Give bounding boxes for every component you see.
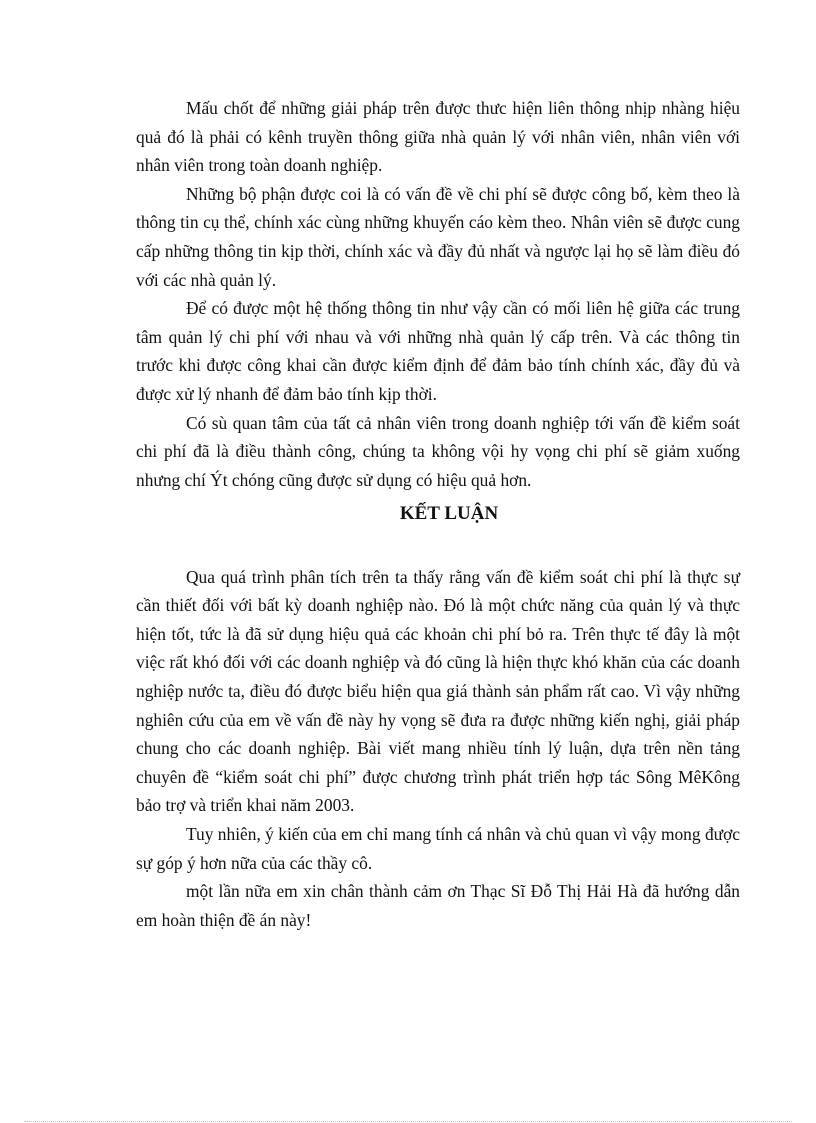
paragraph-employee-attention: Có sù quan tâm của tất cả nhân viên trong doanh nghiệp tới vấn đề kiểm soát chi phí đã là điều thành công, chúng ta không vội hy vọng chi phí sẽ giảm xuống nhưng chí Ýt chóng cũng được sử dụng có hiệu quả hơn. <box>136 412 740 490</box>
conclusion-section <box>136 563 740 935</box>
body-section <box>136 94 740 500</box>
paragraph-cost-disclosure: Những bộ phận được coi là có vấn đề về chi phí sẽ được công bố, kèm theo là thông tin cụ thể, chính xác cùng những khuyến cáo kèm theo. Nhân viên sẽ được cung cấp những thông tin kịp thời, chính xác và đầy đủ nhất và ngược lại họ sẽ làm điều đó với các nhà quản lý. <box>136 183 740 290</box>
paragraph-information-system: Để có được một hệ thống thông tin như vậy cần có mối liên hệ giữa các trung tâm quản lý chi phí với nhau và với những nhà quản lý cấp trên. Và các thông tin trước khi được công khai cần được kiểm định để đảm bảo tính chính xác, đầy đủ và được xử lý nhanh để đảm bảo tính kịp thời. <box>136 298 740 404</box>
document-page <box>136 94 740 934</box>
page-bottom-divider <box>24 1121 792 1122</box>
conclusion-heading: KẾT LUẬN <box>399 503 499 524</box>
paragraph-conclusion-opinion: Tuy nhiên, ý kiến của em chỉ mang tính cá nhân và chủ quan vì vậy mong được sự góp ý hơn nữa của các thầy cô. <box>136 823 740 873</box>
paragraph-communication: Mấu chốt để những giải pháp trên được thưc hiện liên thông nhịp nhàng hiệu quả đó là phải có kênh truyền thông giữa nhà quản lý với nhân viên, nhân viên với nhân viên trong toàn doanh nghiệp. <box>136 98 740 176</box>
paragraph-conclusion-thanks: một lần nữa em xin chân thành cảm ơn Thạc Sĩ Đỗ Thị Hải Hà đã hướng dẫn em hoàn thiện đề án này! <box>136 881 740 930</box>
paragraph-conclusion-analysis: Qua quá trình phân tích trên ta thấy rằng vấn đề kiểm soát chi phí là thực sự cần thiết đối với bất kỳ doanh nghiệp nào. Đó là một chức năng của quản lý và thực hiện tốt, tức là đã sử dụng hiệu quả các khoản chi phí bỏ ra. Trên thực tế đây là một việc rất khó đối với các doanh nghiệp và đó cũng là hiện thực khó khăn của các doanh nghiệp nước ta, điều đó được biểu hiện qua giá thành sản phẩm rất cao. Vì vậy những nghiên cứu của em về vấn đề này hy vọng sẽ đưa ra được những kiến nghị, giải pháp chung cho các doanh nghiệp. Bài viết mang nhiều tính lý luận, dựa trên nền tảng chuyên đề “kiểm soát chi phí” được chương trình phát triển hợp tác Sông MêKông bảo trợ và triển khai năm 2003. <box>136 566 740 816</box>
